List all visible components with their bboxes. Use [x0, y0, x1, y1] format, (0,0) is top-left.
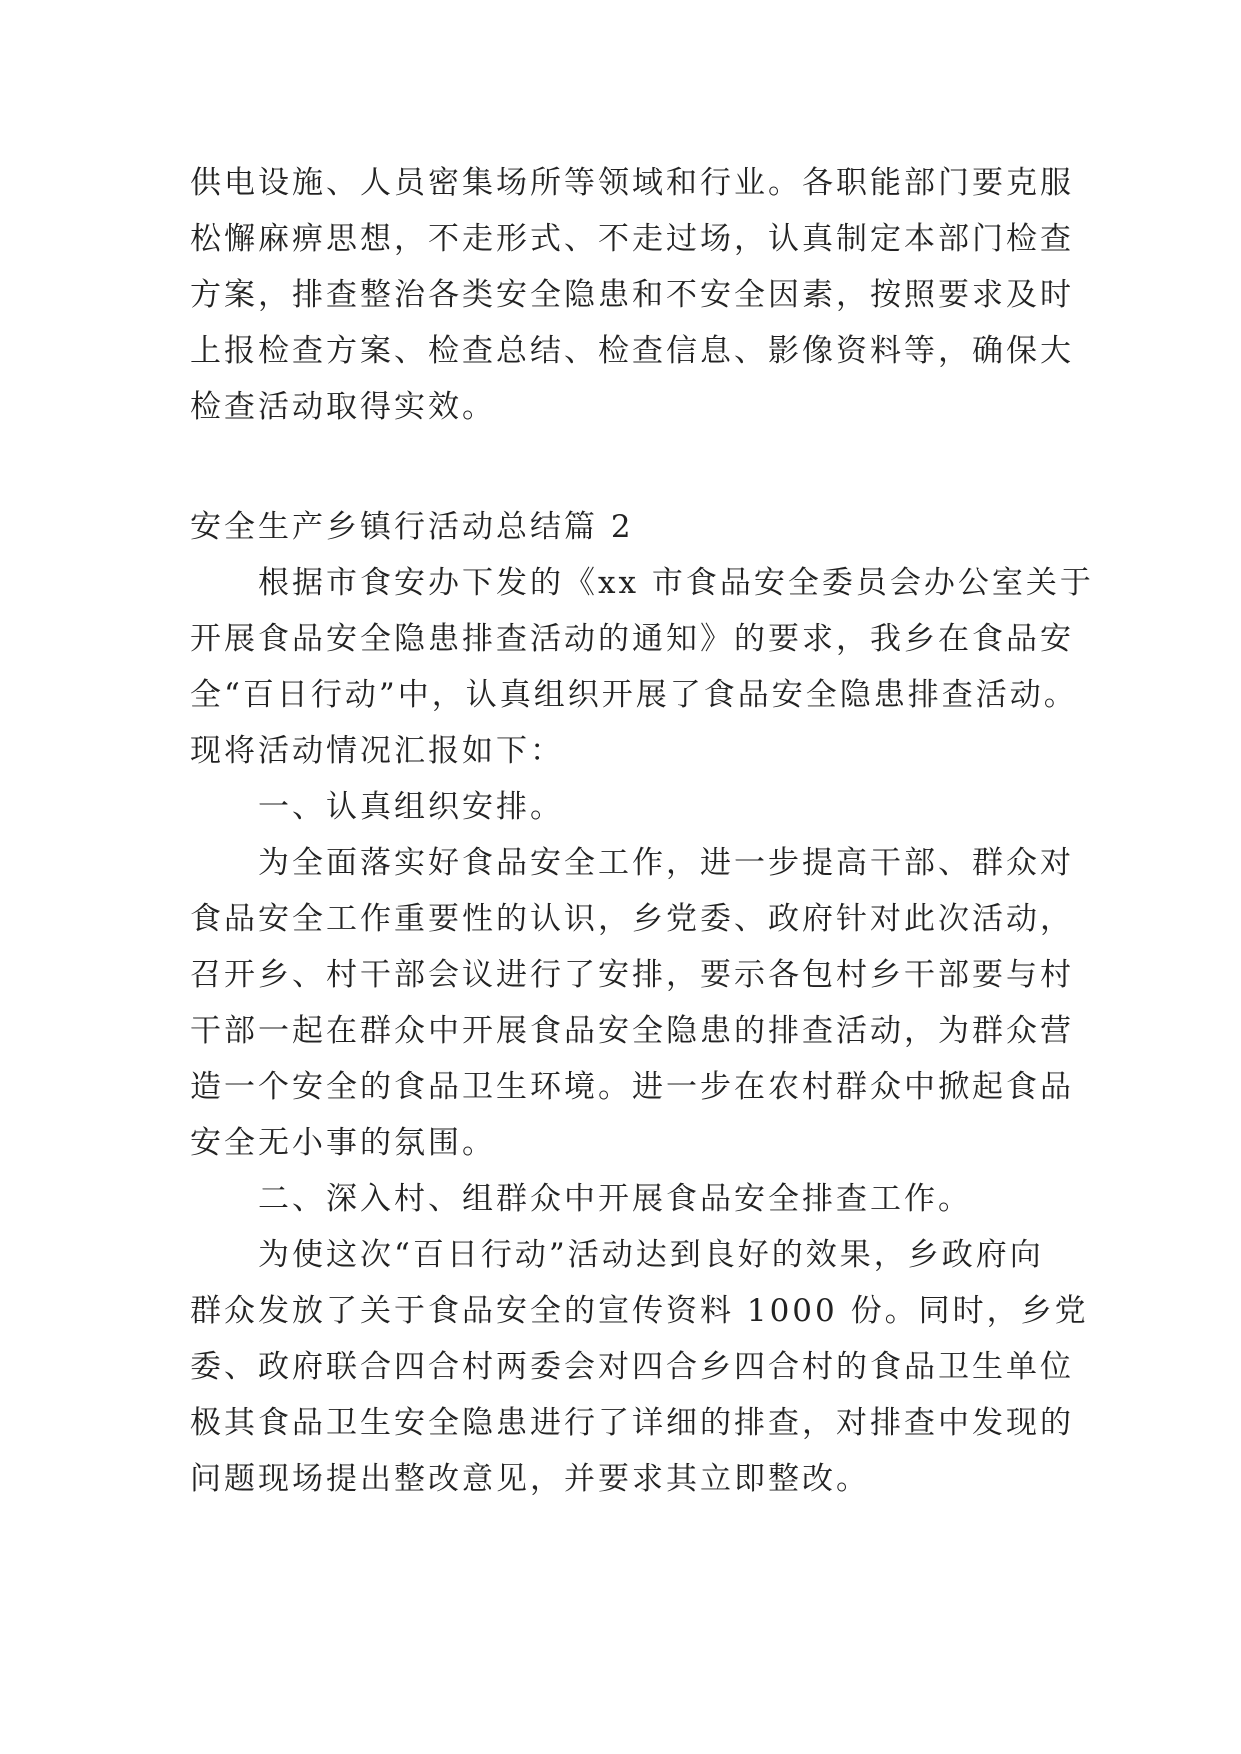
paragraph-line: 方案，排查整治各类安全隐患和不安全因素，按照要求及时 — [190, 277, 1074, 313]
body-line: 造一个安全的食品卫生环境。进一步在农村群众中掀起食品 — [190, 1069, 1074, 1105]
body-line: 全“百日行动”中，认真组织开展了食品安全隐患排查活动。 — [190, 677, 1078, 713]
paragraph-line: 供电设施、人员密集场所等领域和行业。各职能部门要克服 — [190, 165, 1074, 201]
body-line: 安全无小事的氛围。 — [190, 1125, 496, 1161]
body-line: 现将活动情况汇报如下： — [190, 733, 564, 769]
paragraph-line: 上报检查方案、检查总结、检查信息、影像资料等，确保大 — [190, 333, 1074, 369]
section-spacer — [190, 435, 1060, 499]
body-line: 极其食品卫生安全隐患进行了详细的排查，对排查中发现的 — [190, 1405, 1074, 1441]
section-body — [190, 499, 1094, 1507]
top-paragraph — [190, 155, 1074, 435]
document-page — [190, 155, 1094, 1507]
body-line: 干部一起在群众中开展食品安全隐患的排查活动，为群众营 — [190, 1013, 1074, 1049]
paragraph-line: 松懈麻痹思想，不走形式、不走过场，认真制定本部门检查 — [190, 221, 1074, 257]
heading-line: 一、认真组织安排。 — [258, 789, 564, 825]
heading-line: 二、深入村、组群众中开展食品安全排查工作。 — [258, 1181, 972, 1217]
body-line: 开展食品安全隐患排查活动的通知》的要求，我乡在食品安 — [190, 621, 1074, 657]
section-title: 安全生产乡镇行活动总结篇 2 — [190, 509, 634, 545]
body-line: 召开乡、村干部会议进行了安排，要示各包村乡干部要与村 — [190, 957, 1074, 993]
body-line: 食品安全工作重要性的认识，乡党委、政府针对此次活动， — [190, 901, 1074, 937]
body-line: 问题现场提出整改意见，并要求其立即整改。 — [190, 1461, 870, 1497]
body-line: 群众发放了关于食品安全的宣传资料 1000 份。同时，乡党 — [190, 1293, 1089, 1329]
body-line: 委、政府联合四合村两委会对四合乡四合村的食品卫生单位 — [190, 1349, 1074, 1385]
body-line: 为全面落实好食品安全工作，进一步提高干部、群众对 — [258, 845, 1074, 881]
body-line: 根据市食安办下发的《xx 市食品安全委员会办公室关于 — [258, 565, 1094, 601]
body-line: 为使这次“百日行动”活动达到良好的效果，乡政府向 — [258, 1237, 1044, 1273]
paragraph-line: 检查活动取得实效。 — [190, 389, 496, 425]
